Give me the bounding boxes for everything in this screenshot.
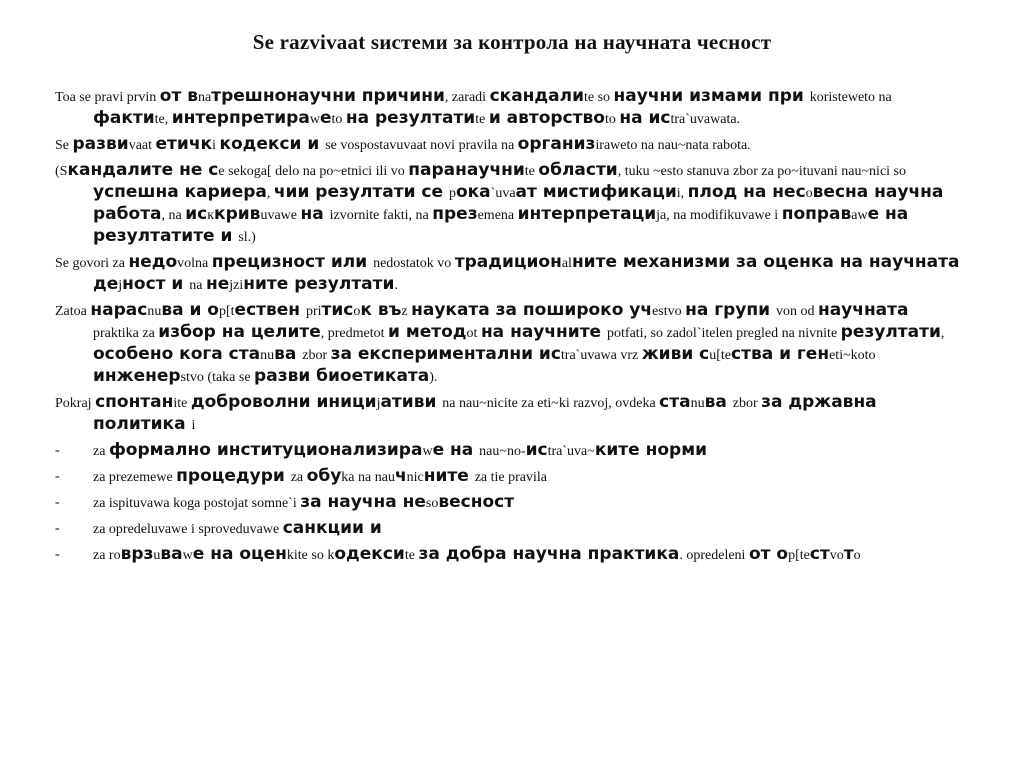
bullet-marker: - <box>55 443 60 458</box>
text-run: so <box>425 496 439 511</box>
text-run: ат мистификаци <box>515 182 677 202</box>
text-run: ествен <box>234 300 306 320</box>
bullet-text <box>93 440 960 462</box>
text-run: организ <box>517 134 596 154</box>
paragraph <box>55 86 960 130</box>
text-run: . opredeleni <box>679 548 749 563</box>
text-run: von od <box>775 304 818 319</box>
text-run: и метод <box>388 322 467 342</box>
text-run: aw <box>851 208 868 223</box>
text-run: jzi <box>229 278 244 293</box>
text-run: i, <box>676 186 688 201</box>
text-run: на групи <box>685 300 776 320</box>
text-run: за научна не <box>300 492 426 512</box>
text-run: (S <box>55 164 68 179</box>
text-run: Pokraj <box>55 396 96 411</box>
text-run: резултати <box>840 322 941 342</box>
text-run: от о <box>748 544 789 564</box>
text-run: на научните <box>480 322 608 342</box>
text-run: на резултати <box>345 108 476 128</box>
text-run: весна научна работа <box>93 182 944 224</box>
text-run: nu <box>260 348 275 363</box>
text-run: е на резултатите и <box>93 204 909 246</box>
text-run: весност <box>438 492 515 512</box>
text-run: nu <box>690 396 705 411</box>
text-run: kite so k <box>286 548 335 563</box>
text-run: ва <box>704 392 733 412</box>
text-run: обу <box>306 466 342 486</box>
text-run: u <box>153 548 161 563</box>
text-run: z <box>401 304 412 319</box>
text-run: спонтан <box>95 392 174 412</box>
text-run: и авторство <box>488 108 605 128</box>
text-run: te so <box>583 90 614 105</box>
text-run: инженер <box>93 366 181 386</box>
text-run: ис <box>185 204 208 224</box>
text-run: паранаучни <box>408 160 525 180</box>
text-run: традицион <box>454 252 562 272</box>
text-run: плод на нес <box>687 182 806 202</box>
text-run: i <box>212 138 220 153</box>
text-run: na <box>198 90 212 105</box>
text-run: избор на целите <box>158 322 321 342</box>
bullet-text <box>93 518 960 540</box>
text-run: vo <box>829 548 844 563</box>
text-run: ст <box>809 544 830 564</box>
text-run: к <box>360 300 378 320</box>
text-run: науката за пошироко уч <box>411 300 653 320</box>
text-run: ативи <box>380 392 443 412</box>
text-run: za prezemewe <box>93 470 177 485</box>
slide-body <box>55 86 960 570</box>
text-run: zbor <box>302 348 331 363</box>
text-run: p[t <box>218 304 235 319</box>
paragraph <box>55 252 960 296</box>
text-run: прецизност или <box>211 252 374 272</box>
text-run: o <box>805 186 813 201</box>
text-run: tra`uvawa vrz <box>560 348 642 363</box>
text-run: е на оцен <box>192 544 287 564</box>
text-run: praktika za <box>93 326 159 341</box>
text-run: j <box>376 396 381 411</box>
text-run: , <box>266 186 274 201</box>
text-run: uvawe <box>260 208 301 223</box>
bullet-item <box>55 492 960 514</box>
paragraph <box>55 160 960 248</box>
text-run: nau~no- <box>479 444 526 459</box>
text-run: на ис <box>619 108 671 128</box>
text-run: na nau~nicite za eti~ki razvoj, ovdeka <box>442 396 660 411</box>
text-run: факти <box>93 108 155 128</box>
bullet-item <box>55 440 960 462</box>
text-run: формално институционализира <box>108 440 423 460</box>
text-run: al <box>561 256 572 271</box>
text-run: zbor <box>732 396 762 411</box>
bullet-item <box>55 518 960 540</box>
text-run: ните механизми за оценка на научната де <box>93 252 960 294</box>
text-run: te <box>475 112 489 127</box>
text-run: w <box>309 112 320 127</box>
text-run: интерпретира <box>171 108 310 128</box>
text-run: Zatoa <box>55 304 91 319</box>
text-run: ва <box>274 344 303 364</box>
text-run: pri <box>305 304 322 319</box>
text-run: Se <box>55 138 73 153</box>
text-run: za ro <box>93 548 121 563</box>
text-run: въ <box>377 300 402 320</box>
text-run: ните резултати <box>243 274 395 294</box>
text-run: успешна кариера <box>93 182 267 202</box>
text-run: i <box>191 418 196 433</box>
text-run: , <box>940 326 945 341</box>
bullet-text <box>93 466 960 488</box>
text-run: за експериментални ис <box>330 344 561 364</box>
text-run: ните <box>423 466 475 486</box>
text-run: koristeweto na <box>809 90 892 105</box>
paragraph-list <box>55 86 960 436</box>
text-run: през <box>432 204 478 224</box>
text-run: е <box>319 108 332 128</box>
text-run: трешнонаучни причини <box>211 86 445 106</box>
text-run: интерпретаци <box>517 204 657 224</box>
text-run: p <box>448 186 456 201</box>
text-run: ot <box>466 326 481 341</box>
text-run: ka na nau <box>341 470 395 485</box>
text-run: Se govori za <box>55 256 129 271</box>
text-run: ис <box>525 440 548 460</box>
text-run: za <box>93 444 109 459</box>
text-run: врз <box>120 544 154 564</box>
text-run: ства и ген <box>731 344 830 364</box>
bullet-marker: - <box>55 469 60 484</box>
text-run: emena <box>477 208 518 223</box>
bullet-text <box>93 492 960 514</box>
paragraph <box>55 300 960 388</box>
text-run: процедури <box>176 466 291 486</box>
text-run: разви <box>72 134 129 154</box>
text-run: одекси <box>334 544 405 564</box>
bullet-text <box>93 544 960 566</box>
text-run: живи с <box>641 344 710 364</box>
text-run: ва и о <box>161 300 219 320</box>
text-run: е на <box>432 440 480 460</box>
bullet-marker: - <box>55 495 60 510</box>
slide-title: Se razvivaat sистеми за контролa на научната чесност <box>252 30 772 54</box>
text-run: volna <box>177 256 212 271</box>
text-run: za opredeluvawe i sproveduvawe <box>93 522 283 537</box>
text-run: `uva <box>490 186 516 201</box>
text-run: ките норми <box>594 440 707 460</box>
bullet-list <box>55 440 960 566</box>
text-run: , predmetot <box>320 326 389 341</box>
bullet-item <box>55 466 960 488</box>
text-run: . <box>394 278 398 293</box>
text-run: санкции и <box>282 518 382 538</box>
text-run: stvo (taka se <box>180 370 255 385</box>
text-run: nic <box>406 470 424 485</box>
text-run: на <box>300 204 330 224</box>
text-run: izvornite fakti, na <box>329 208 433 223</box>
bullet-marker: - <box>55 521 60 536</box>
bullet-item <box>55 544 960 566</box>
text-run: ja, na modifikuvawe i <box>656 208 782 223</box>
text-run: eti~koto <box>829 348 876 363</box>
text-run: ност и <box>122 274 190 294</box>
text-run: не <box>205 274 230 294</box>
text-run: Toa se pravi prvin <box>55 90 160 105</box>
text-run: nedostatok vo <box>373 256 455 271</box>
text-run: vaat <box>128 138 156 153</box>
text-run: етичк <box>155 134 213 154</box>
text-run: za ispituvawa koga postojat somne`i <box>93 496 301 511</box>
text-run: o <box>853 548 861 563</box>
text-run: potfati, so zadol`itelen pregled na nivnite <box>607 326 841 341</box>
text-run: разви биоетиката <box>254 366 430 386</box>
text-run: u[te <box>709 348 732 363</box>
text-run: особено кога ста <box>93 344 261 364</box>
text-run: крив <box>214 204 261 224</box>
text-run: за добра научна практика <box>418 544 680 564</box>
text-run: to <box>604 112 620 127</box>
text-run: нарас <box>90 300 148 320</box>
text-run: кодекси и <box>219 134 326 154</box>
text-run: w <box>422 444 433 459</box>
text-run: ста <box>659 392 691 412</box>
text-run: estvo <box>652 304 686 319</box>
text-run: ite <box>173 396 191 411</box>
text-run: e sekoga[ delo na po~etnici ili vo <box>218 164 409 179</box>
text-run: ва <box>160 544 183 564</box>
text-run: поправ <box>781 204 852 224</box>
text-run: , na <box>161 208 186 223</box>
text-run: , tuku ~esto stanuva zbor za po~ituvani nau~nici so <box>617 164 906 179</box>
text-run: кандалите не с <box>67 160 219 180</box>
text-run: научната <box>817 300 909 320</box>
text-run: te, <box>154 112 172 127</box>
bullet-marker: - <box>55 547 60 562</box>
text-run: iraweto na nau~nata rabota. <box>595 138 751 153</box>
text-run: недо <box>128 252 178 272</box>
text-run: ч <box>394 466 407 486</box>
text-run: sl.) <box>238 230 256 245</box>
text-run: te <box>524 164 539 179</box>
text-run: se vospostavuvaat novi pravila na <box>325 138 518 153</box>
text-run: j <box>118 278 123 293</box>
text-run: , zaradi <box>444 90 490 105</box>
text-run: o <box>353 304 361 319</box>
text-run: ). <box>429 370 438 385</box>
text-run: чии резултати се <box>273 182 449 202</box>
text-run: доброволни иници <box>190 392 377 412</box>
text-run: тис <box>321 300 354 320</box>
text-run: за државна политика <box>93 392 877 434</box>
text-run: p[te <box>788 548 810 563</box>
text-run: te <box>404 548 419 563</box>
paragraph <box>55 392 960 436</box>
text-run: области <box>538 160 618 180</box>
text-run: za tie pravila <box>474 470 547 485</box>
text-run: скандали <box>489 86 584 106</box>
text-run: to <box>331 112 346 127</box>
text-run: tra`uvawata. <box>670 112 741 127</box>
text-run: w <box>182 548 193 563</box>
text-run: na <box>189 278 206 293</box>
text-run: от в <box>159 86 198 106</box>
text-run: ока <box>455 182 491 202</box>
text-run: т <box>843 544 854 564</box>
paragraph <box>55 134 960 156</box>
text-run: научни измами при <box>613 86 810 106</box>
text-run: za <box>290 470 307 485</box>
text-run: к <box>207 208 215 223</box>
text-run: tra`uva~ <box>547 444 595 459</box>
text-run: nu <box>147 304 162 319</box>
